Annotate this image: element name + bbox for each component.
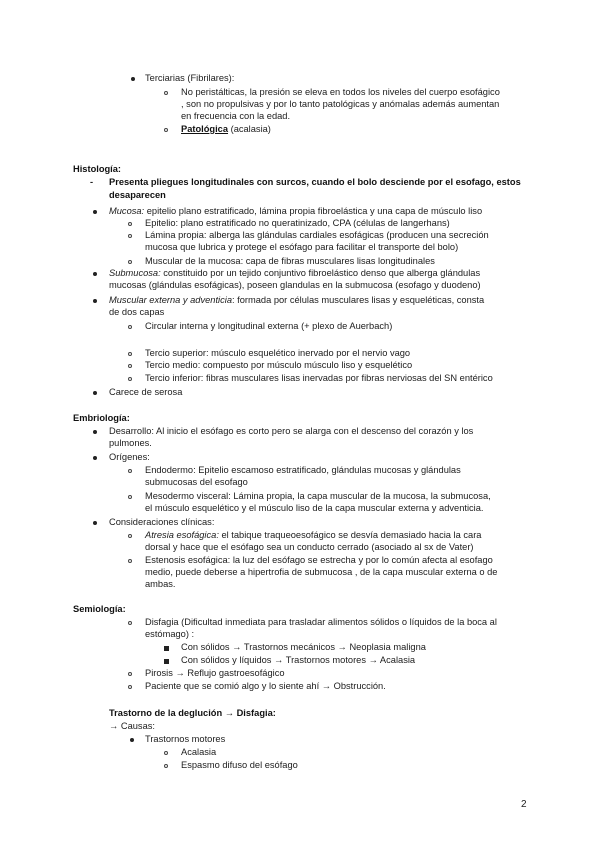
bullet-circle xyxy=(164,91,168,95)
no-peristalticas-line: , son no propulsivas y por lo tanto patológicas y anómalas además aumentan xyxy=(181,99,500,109)
tercio-inferior-item: Tercio inferior: fibras musculares lisas inervadas por fibras nerviosas del SN entérico xyxy=(145,373,493,383)
bullet-circle xyxy=(128,352,132,356)
bullet-circle xyxy=(128,260,132,264)
bullet-circle xyxy=(128,495,132,499)
bullet-dot xyxy=(93,456,97,460)
bullet-circle xyxy=(128,325,132,329)
disfagia-line: Disfagia (Dificultad inmediata para trasladar alimentos sólidos o líquidos de la boca al xyxy=(145,617,497,627)
bullet-dot xyxy=(93,272,97,276)
bullet-circle xyxy=(128,559,132,563)
tercio-medio-item: Tercio medio: compuesto por músculo músculo liso y esquelético xyxy=(145,360,413,370)
endodermo-line: submucosas del esofago xyxy=(145,477,248,487)
submucosa-item: Submucosa: constituido por un tejido conjuntivo fibroelástico denso que alberga glándulas xyxy=(109,268,481,278)
solidos-liquidos-item: Con sólidos y líquidos → Trastornos motores → Acalasia xyxy=(181,655,416,665)
no-peristalticas-line: en frecuencia con la edad. xyxy=(181,111,291,121)
muscular-externa-item: Muscular externa y adventicia: formada por células musculares lisas y esqueléticas, consta xyxy=(109,295,485,305)
desarrollo-line: pulmones. xyxy=(109,438,152,448)
bullet-circle xyxy=(164,751,168,755)
bullet-square xyxy=(164,646,169,651)
bullet-circle xyxy=(164,128,168,132)
bullet-dot xyxy=(131,77,135,81)
lamina-line: mucosa que lubrica y protege el esófago para facilitar el transporte del bolo) xyxy=(145,242,459,252)
bullet-square xyxy=(164,659,169,664)
muscular-mucosa-item: Muscular de la mucosa: capa de fibras musculares lisas longitudinales xyxy=(145,256,435,266)
paciente-item: Paciente que se comió algo y lo siente ahí → Obstrucción. xyxy=(145,681,386,691)
causas-label: → Causas: xyxy=(109,721,155,731)
bullet-dot xyxy=(93,430,97,434)
acalasia-note: (acalasia) xyxy=(228,124,271,134)
bullet-dot xyxy=(93,521,97,525)
bullet-dot xyxy=(93,210,97,214)
bullet-circle xyxy=(128,534,132,538)
circular-item: Circular interna y longitudinal externa (+ plexo de Auerbach) xyxy=(145,321,393,331)
estenosis-line: Estenosis esofágica: la luz del esófago se estrecha y por lo común afecta al esofago xyxy=(145,555,493,565)
patologica-item xyxy=(181,124,271,136)
lamina-line: Lámina propia: alberga las glándulas cardiales esofágicas (producen una secreción xyxy=(145,230,489,240)
bullet-circle xyxy=(164,764,168,768)
atresia-line: dorsal y hace que el esófago sea un conducto cerrado (asociado al sx de Vater) xyxy=(145,542,474,552)
muscular-externa-term: Muscular externa y adventicia xyxy=(109,295,232,305)
bullet-circle xyxy=(128,685,132,689)
bullet-dash: - xyxy=(90,177,94,187)
serosa-item: Carece de serosa xyxy=(109,387,183,397)
endodermo-line: Endodermo: Epitelio escamoso estratificado, glándulas mucosas y glándulas xyxy=(145,465,461,475)
estenosis-line: ambas. xyxy=(145,579,176,589)
bullet-circle xyxy=(128,672,132,676)
epitelio-item: Epitelio: plano estratificado no queratinizado, CPA (células de langerhans) xyxy=(145,218,450,228)
histologia-heading: Histología: xyxy=(73,164,122,174)
estenosis-line: medio, puede deberse a hipertrofia de submucosa , de la capa muscular externa o de xyxy=(145,567,498,577)
solidos-item: Con sólidos → Trastornos mecánicos → Neoplasia maligna xyxy=(181,642,426,652)
submucosa-line: mucosas (glándulas esofágicas), poseen glandulas en la submucosa (esofago y duodeno) xyxy=(109,280,481,290)
bullet-circle xyxy=(128,469,132,473)
espasmo-item: Espasmo difuso del esófago xyxy=(181,760,298,770)
bullet-dot xyxy=(93,299,97,303)
acalasia-item: Acalasia xyxy=(181,747,217,757)
origenes-item: Orígenes: xyxy=(109,452,150,462)
pliegues-line: Presenta pliegues longitudinales con surcos, cuando el bolo desciende por el esofago, estos xyxy=(109,177,521,187)
disfagia-line: estómago) : xyxy=(145,629,195,639)
mucosa-item: Mucosa: epitelio plano estratificado, lámina propia fibroelástica y una capa de músculo liso xyxy=(109,206,483,216)
bullet-dot xyxy=(130,738,134,742)
submucosa-term: Submucosa: xyxy=(109,268,161,278)
tercio-superior-item: Tercio superior: músculo esquelético inervado por el nervio vago xyxy=(145,348,411,358)
bullet-circle xyxy=(128,234,132,238)
trastornos-motores-item: Trastornos motores xyxy=(145,734,226,744)
trastorno-heading: Trastorno de la deglución → Disfagia: xyxy=(109,708,276,718)
page-number: 2 xyxy=(521,799,527,810)
bullet-circle xyxy=(128,377,132,381)
atresia-item: Atresia esofágica: el tabique traqueoesofágico se desvía demasiado hacia la cara xyxy=(145,530,482,540)
embriologia-heading: Embriología: xyxy=(73,413,130,423)
mesodermo-line: Mesodermo visceral: Lámina propia, la capa muscular de la mucosa, la submucosa, xyxy=(145,491,491,501)
patologica-term: Patológica xyxy=(181,124,229,134)
muscular-externa-line: de dos capas xyxy=(109,307,165,317)
terciarias-item: Terciarias (Fibrilares): xyxy=(145,73,235,83)
desarrollo-line: Desarrollo: Al inicio el esófago es corto pero se alarga con el descenso del corazón y los xyxy=(109,426,474,436)
no-peristalticas-line: No peristálticas, la presión se eleva en todos los niveles del cuerpo esofágico xyxy=(181,87,500,97)
atresia-term: Atresia esofágica: xyxy=(145,530,219,540)
bullet-circle xyxy=(128,364,132,368)
mesodermo-line: el músculo esquelético y el músculo liso de la capa muscular externa y adventicia. xyxy=(145,503,484,513)
mucosa-term: Mucosa: xyxy=(109,206,145,216)
bullet-circle xyxy=(128,621,132,625)
pirosis-item: Pirosis → Reflujo gastroesofágico xyxy=(145,668,285,678)
consideraciones-item: Consideraciones clínicas: xyxy=(109,517,215,527)
pliegues-line: desaparecen xyxy=(109,190,166,200)
semiologia-heading: Semiología: xyxy=(73,604,126,614)
bullet-dot xyxy=(93,391,97,395)
bullet-circle xyxy=(128,222,132,226)
